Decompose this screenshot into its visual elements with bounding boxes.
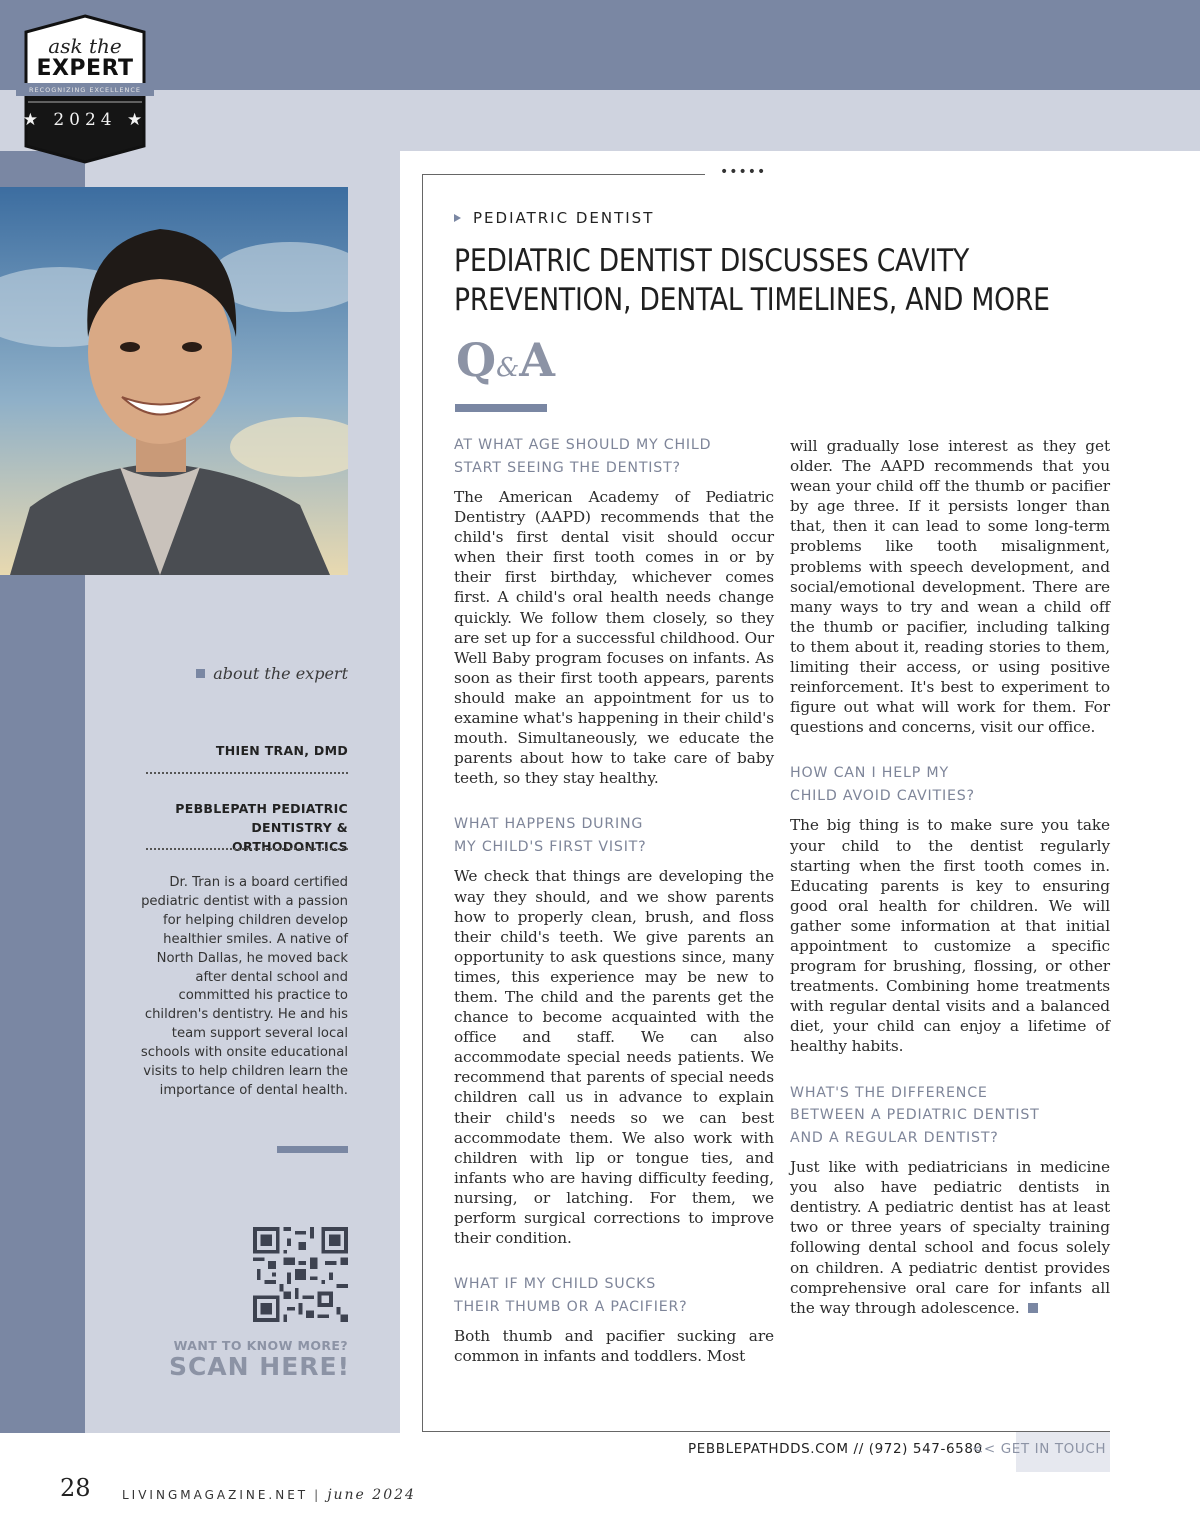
badge-line2: EXPERT [36, 56, 134, 81]
question-line: AT WHAT AGE SHOULD MY CHILD [454, 437, 712, 453]
question-line: WHAT IF MY CHILD SUCKS [454, 1276, 657, 1293]
qa-amp: & [496, 353, 520, 383]
header-band-light [0, 90, 1200, 151]
badge-year: ★ 2024 ★ [22, 110, 148, 130]
question-heading [454, 434, 774, 479]
question-line: WHAT HAPPENS DURING [454, 816, 644, 833]
question-line: HOW CAN I HELP MY [790, 765, 949, 782]
square-bullet-icon [196, 669, 205, 678]
answer-paragraph [790, 1157, 1110, 1318]
expert-bio: Dr. Tran is a board certified pediatric dentist with a passion for helping children develop healthier smiles. A native of North Dallas, he moved back after dental school and committed his practice to children's dentistry. He and his team support several local schools with onsite educational visits to help children learn the importance of dental health. [140, 875, 348, 1098]
header-band [0, 0, 1200, 90]
qa-heading [456, 333, 555, 387]
answer-paragraph: We check that things are developing the way they should, and we show parents how to properly clean, brush, and floss their child's teeth. We give parents an opportunity to ask questions since, many times, this experience may be new to them. The child and the parents get the chance to become acquainted with the office and staff. We can also accommodate special needs patients. We recommend that parents of special needs children call us in advance to explain their child's needs so we can best accommodate them. We also work with children with lip or tongue ties, and infants who are having difficulty feeding, nursing, or latching. For them, we perform surgical corrections to improve their condition. [454, 867, 774, 1248]
question-heading [790, 1082, 1110, 1150]
article-title [454, 242, 1050, 320]
magazine-footer [122, 1487, 416, 1503]
question-heading [454, 1273, 774, 1318]
badge-line1: ask the [48, 34, 122, 58]
about-label-text: about the expert [213, 664, 348, 683]
end-mark-icon [1028, 1303, 1038, 1313]
question-line: CHILD AVOID CAVITIES? [790, 787, 975, 804]
ask-the-expert-badge [14, 14, 156, 164]
footer-separator: | [314, 1488, 322, 1502]
answer-paragraph: The big thing is to make sure you take your child to the dentist regularly starting when the first tooth comes in. Educating parents is key to ensuring good oral health for children. We will gather some information at that initial appointment to customize a specific program for brushing, flossing, or other treatments. Combining home treatments with regular dental visits and a balanced diet, your child can enjoy a lifetime of healthy habits. [790, 816, 1110, 1056]
question-line: START SEEING THE DENTIST? [454, 459, 681, 476]
issue-date: june 2024 [327, 1487, 416, 1503]
sidebar-accent-bar [277, 1146, 348, 1153]
frame-border-left [422, 174, 423, 1431]
section-label-text: PEDIATRIC DENTIST [473, 209, 655, 227]
dotted-divider [146, 772, 348, 774]
answer-paragraph-continued: will gradually lose interest as they get older. The AAPD recommends that you wean your child off the thumb or pacifier by age three. If it persists longer than that, then it can lead to some long-term problems like tooth misalignment, problems with speech development, and social/emotional development. There are many ways to try and wean a child off the thumb or pacifier, including talking to them about it, reading stories to them, limiting their access, or using positive reinforcement. It's best to experiment to figure out what will work for them. For questions and concerns, visit our office. [790, 437, 1110, 737]
expert-name: THIEN TRAN, DMD [215, 743, 348, 758]
question-heading [790, 762, 1110, 807]
question-line: AND A REGULAR DENTIST? [790, 1129, 999, 1146]
question-line: THEIR THUMB OR A PACIFIER? [454, 1298, 688, 1315]
get-in-touch-link[interactable]: << GET IN TOUCH [972, 1441, 1107, 1457]
article-title-line1: PEDIATRIC DENTIST DISCUSSES CAVITY [454, 243, 969, 279]
badge-ribbon: RECOGNIZING EXCELLENCE [28, 86, 142, 94]
practice-line1: PEBBLEPATH PEDIATRIC [175, 801, 348, 816]
question-line: MY CHILD'S FIRST VISIT? [454, 838, 647, 855]
frame-border-bottom [422, 1431, 1110, 1432]
answer-text: Just like with pediatricians in medicine you also have pediatric dentists in dentistry. A pediatric dentist has at least two or three years of specialty training following dental school and focus solely on children. A pediatric dentist provides comprehensive oral care for infants all the way through adolescence. [790, 1158, 1110, 1317]
magazine-url[interactable]: LIVINGMAGAZINE.NET [122, 1488, 309, 1502]
article-column-1 [454, 434, 774, 1366]
question-line: BETWEEN A PEDIATRIC DENTIST [790, 1107, 1040, 1124]
about-the-expert-label [140, 664, 348, 683]
qa-q: Q [456, 333, 497, 387]
title-accent-bar [455, 404, 547, 412]
answer-paragraph: The American Academy of Pediatric Dentistry (AAPD) recommends that the child's first dental visit should occur when their first tooth comes in or by their first birthday, whichever comes first. A child's oral health needs change quickly. We follow them closely, so they are set up for a successful childhood. Our Well Baby program focuses on infants. As soon as their first tooth appears, parents should make an appointment for us to examine what's happening in their child's mouth. Simultaneously, we educate the parents about how to take care of baby teeth, so they stay healthy. [454, 488, 774, 788]
frame-border-top [422, 174, 705, 175]
qr-code-icon[interactable] [253, 1227, 348, 1322]
question-line: WHAT'S THE DIFFERENCE [790, 1084, 988, 1101]
expert-photo [0, 187, 348, 575]
article-column-2 [790, 436, 1110, 1318]
dotted-divider [146, 848, 348, 850]
scan-here-cta[interactable]: SCAN HERE! [168, 1352, 350, 1381]
qa-a: A [519, 333, 555, 387]
contact-info[interactable]: PEBBLEPATHDDS.COM // (972) 547-6580 [688, 1441, 983, 1457]
frame-dots-icon: ••••• [720, 164, 767, 180]
question-heading [454, 813, 774, 858]
section-label [454, 209, 654, 227]
want-to-know-more-text: WANT TO KNOW MORE? [173, 1338, 348, 1353]
article-title-line2: PREVENTION, DENTAL TIMELINES, AND MORE [454, 282, 1050, 318]
answer-paragraph: Both thumb and pacifier sucking are common in infants and toddlers. Most [454, 1327, 774, 1366]
practice-line2: DENTISTRY & ORTHODONTICS [232, 820, 348, 854]
triangle-bullet-icon [454, 214, 461, 222]
page-number: 28 [60, 1474, 91, 1502]
